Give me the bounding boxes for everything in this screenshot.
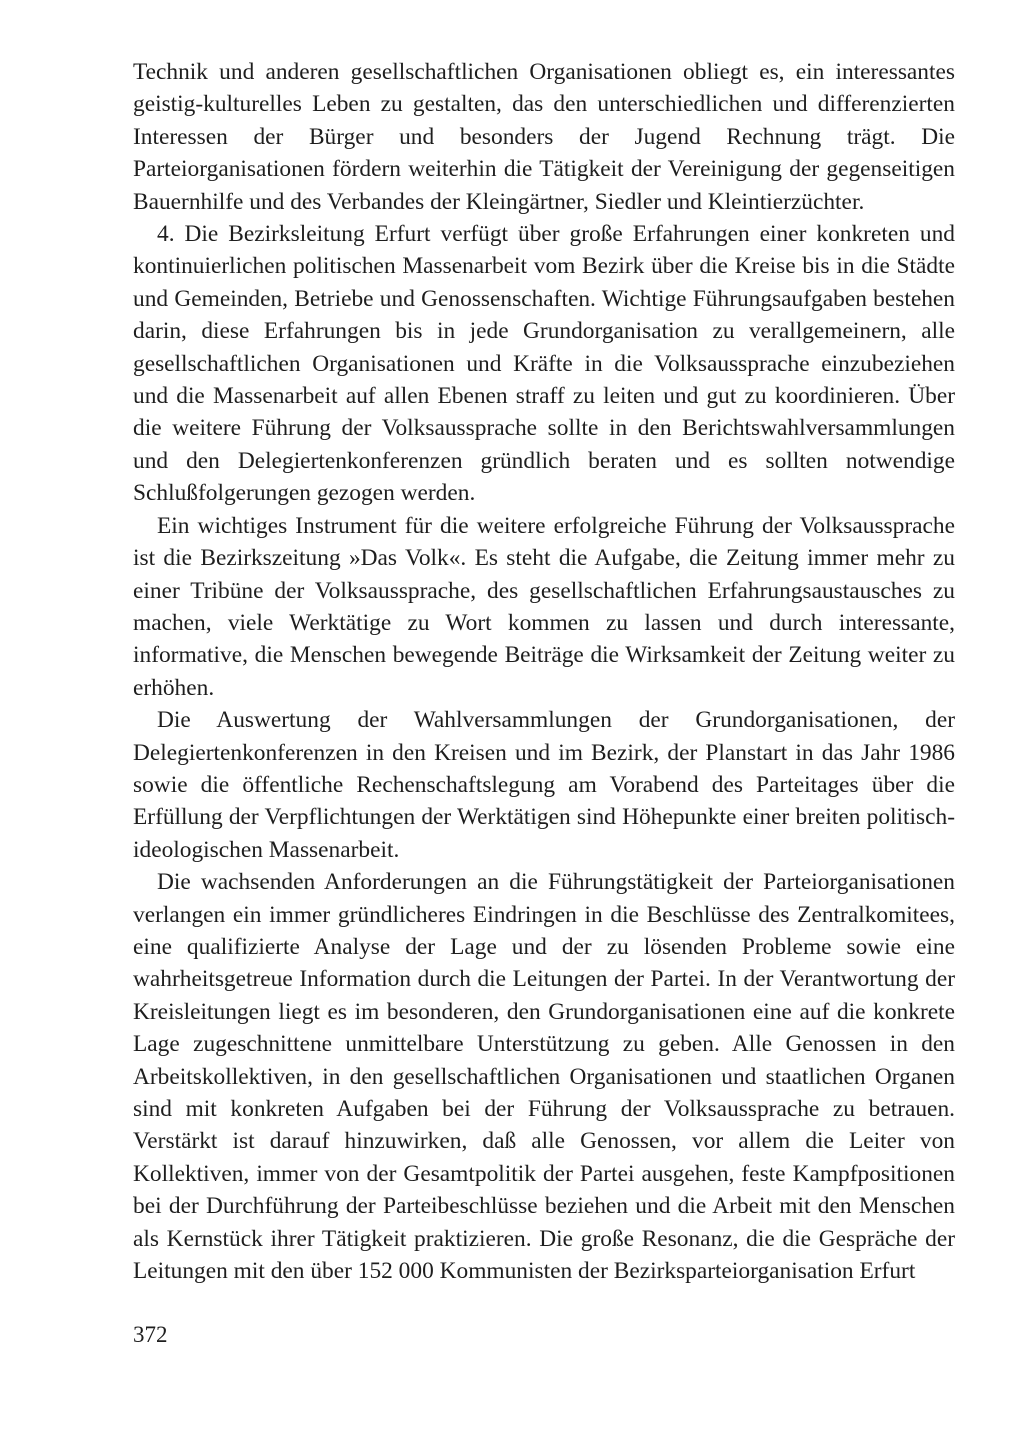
page-number: 372 bbox=[133, 1322, 168, 1347]
paragraph-5: Die wachsenden Anforderungen an die Führungstätigkeit der Parteiorganisationen verlangen ein immer gründlicheres Eindringen in die Beschlüsse des Zentralkomitees, eine qualifizierte Analyse der Lage und der zu lösenden Probleme sowie eine wahrheitsgetreue Information durch die Leitungen der Partei. In der Verantwortung der Kreisleitungen liegt es im besonderen, den Grundorganisationen eine auf die konkrete Lage zugeschnittene unmittelbare Unterstützung zu geben. Alle Genossen in den Arbeitskollektiven, in den gesellschaftlichen Organisationen und staatlichen Organen sind mit konkreten Aufgaben bei der Führung der Volksaussprache zu betrauen. Verstärkt ist darauf hinzuwirken, daß alle Genossen, vor allem die Leiter von Kollektiven, immer von der Gesamtpolitik der Partei ausgehen, feste Kampfpositionen bei der Durchführung der Parteibeschlüsse beziehen und die Arbeit mit den Menschen als Kernstück ihrer Tätigkeit praktizieren. Die große Resonanz, die die Gespräche der Leitungen mit den über 152 000 Kommunisten der Bezirksparteiorganisation Erfurt bbox=[133, 869, 955, 1285]
paragraph-4: Die Auswertung der Wahlversammlungen der Grundorganisationen, der Delegiertenkonferenzen in den Kreisen und im Bezirk, der Planstart in das Jahr 1986 sowie die öffentliche Rechenschaftslegung am Vorabend des Parteitages über die Erfüllung der Verpflichtungen der Werktätigen sind Höhepunkte einer breiten politisch-ideologischen Massenarbeit. bbox=[133, 707, 955, 863]
paragraph-2: 4. Die Bezirksleitung Erfurt verfügt über große Erfahrungen einer konkreten und kontinuierlichen politischen Massenarbeit vom Bezirk über die Kreise bis in die Städte und Gemeinden, Betriebe und Genossenschaften. Wichtige Führungsaufgaben bestehen darin, diese Erfahrungen bis in jede Grundorganisation zu verallgemeinern, alle gesellschaftlichen Organisationen und Kräfte in die Volksaussprache einzubeziehen und die Massenarbeit auf allen Ebenen straff zu leiten und gut zu koordinieren. Über die weitere Führung der Volksaussprache sollte in den Berichtswahlversammlungen und den Delegiertenkonferenzen gründlich beraten und es sollten notwendige Schlußfolgerungen gezogen werden. bbox=[133, 221, 955, 507]
paragraph-1: Technik und anderen gesellschaftlichen Organisationen obliegt es, ein interessantes geistig-kulturelles Leben zu gestalten, das den unterschiedlichen und differenzierten Interessen der Bürger und besonders der Jugend Rechnung trägt. Die Parteiorganisationen fördern weiterhin die Tätigkeit der Vereinigung der gegenseitigen Bauernhilfe und des Verbandes der Kleingärtner, Siedler und Kleintierzüchter. bbox=[133, 59, 955, 215]
document-page bbox=[133, 56, 955, 1287]
paragraph-3: Ein wichtiges Instrument für die weitere erfolgreiche Führung der Volksaussprache ist die Bezirkszeitung »Das Volk«. Es steht die Aufgabe, die Zeitung immer mehr zu einer Tribüne der Volksaussprache, des gesellschaftlichen Erfahrungsaustausches zu machen, viele Werktätige zu Wort kommen zu lassen und durch interessante, informative, die Menschen bewegende Beiträge die Wirksamkeit der Zeitung weiter zu erhöhen. bbox=[133, 512, 955, 701]
